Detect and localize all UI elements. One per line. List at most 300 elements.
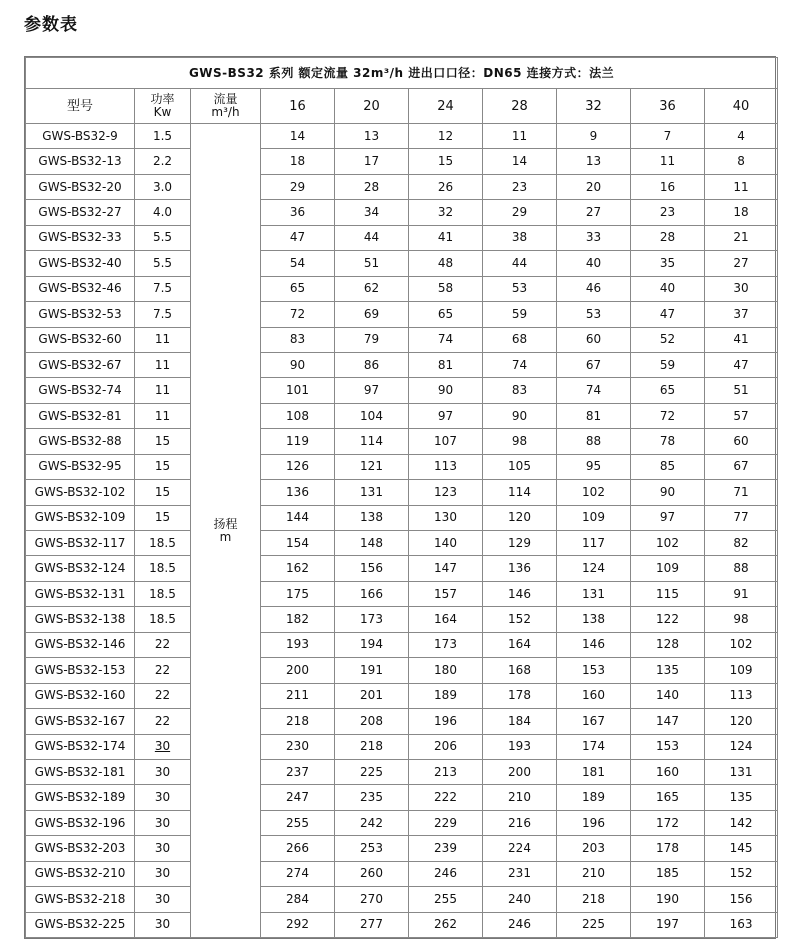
head-value-cell: 67 [557, 352, 631, 377]
head-value-cell: 135 [631, 658, 705, 683]
head-value-cell: 196 [409, 709, 483, 734]
head-value-cell: 266 [261, 836, 335, 861]
header-flow-value: 40 [705, 89, 778, 124]
head-value-cell: 44 [483, 251, 557, 276]
table-row [26, 302, 778, 327]
head-value-cell: 154 [261, 531, 335, 556]
head-value-cell: 51 [335, 251, 409, 276]
head-value-cell: 59 [483, 302, 557, 327]
head-value-cell: 13 [557, 149, 631, 174]
table-row [26, 403, 778, 428]
head-value-cell: 41 [409, 225, 483, 250]
model-cell: GWS-BS32-153 [26, 658, 135, 683]
head-value-cell: 98 [483, 429, 557, 454]
head-value-cell: 247 [261, 785, 335, 810]
model-cell: GWS-BS32-174 [26, 734, 135, 759]
table-row [26, 251, 778, 276]
head-value-cell: 146 [557, 632, 631, 657]
power-value: 30 [154, 866, 171, 881]
head-value-cell: 109 [705, 658, 778, 683]
head-value-cell: 120 [483, 505, 557, 530]
header-flow-value: 32 [557, 89, 631, 124]
head-value-cell: 129 [483, 531, 557, 556]
head-value-cell: 210 [483, 785, 557, 810]
head-value-cell: 146 [483, 581, 557, 606]
head-value-cell: 29 [483, 200, 557, 225]
power-value: 18.5 [149, 612, 176, 627]
table-row [26, 607, 778, 632]
head-value-cell: 153 [631, 734, 705, 759]
head-value-cell: 23 [631, 200, 705, 225]
head-value-cell: 200 [261, 658, 335, 683]
head-value-cell: 85 [631, 454, 705, 479]
head-value-cell: 59 [631, 352, 705, 377]
header-flow-unit: m³/h [211, 105, 240, 119]
power-cell [135, 225, 191, 250]
head-value-cell: 284 [261, 887, 335, 912]
head-value-cell: 239 [409, 836, 483, 861]
head-value-cell: 108 [261, 403, 335, 428]
table-row [26, 531, 778, 556]
head-value-cell: 83 [483, 378, 557, 403]
table-row [26, 378, 778, 403]
head-value-cell: 11 [631, 149, 705, 174]
head-value-cell: 18 [261, 149, 335, 174]
head-value-cell: 65 [631, 378, 705, 403]
head-value-cell: 162 [261, 556, 335, 581]
head-value-cell: 36 [261, 200, 335, 225]
model-cell: GWS-BS32-210 [26, 861, 135, 886]
head-value-cell: 152 [705, 861, 778, 886]
head-value-cell: 130 [409, 505, 483, 530]
head-value-cell: 189 [557, 785, 631, 810]
head-value-cell: 69 [335, 302, 409, 327]
head-value-cell: 114 [483, 480, 557, 505]
head-value-cell: 196 [557, 810, 631, 835]
head-value-cell: 160 [557, 683, 631, 708]
head-value-cell: 109 [631, 556, 705, 581]
head-value-cell: 147 [631, 709, 705, 734]
head-value-cell: 210 [557, 861, 631, 886]
head-value-cell: 28 [335, 174, 409, 199]
model-cell: GWS-BS32-67 [26, 352, 135, 377]
table-row [26, 709, 778, 734]
power-value: 7.5 [152, 306, 173, 321]
head-value-cell: 78 [631, 429, 705, 454]
power-value: 18.5 [149, 586, 176, 601]
head-value-cell: 121 [335, 454, 409, 479]
head-value-cell: 119 [261, 429, 335, 454]
head-value-cell: 13 [335, 124, 409, 149]
power-cell [135, 124, 191, 149]
head-value-cell: 26 [409, 174, 483, 199]
head-value-cell: 208 [335, 709, 409, 734]
power-cell [135, 658, 191, 683]
head-value-cell: 126 [261, 454, 335, 479]
head-value-cell: 167 [557, 709, 631, 734]
head-value-cell: 211 [261, 683, 335, 708]
head-value-cell: 142 [705, 810, 778, 835]
model-cell: GWS-BS32-117 [26, 531, 135, 556]
head-value-cell: 178 [631, 836, 705, 861]
head-value-cell: 71 [705, 480, 778, 505]
model-cell: GWS-BS32-138 [26, 607, 135, 632]
head-value-cell: 235 [335, 785, 409, 810]
head-value-cell: 152 [483, 607, 557, 632]
power-cell [135, 531, 191, 556]
head-value-cell: 180 [409, 658, 483, 683]
head-value-cell: 90 [483, 403, 557, 428]
header-power-label: 功率 [150, 92, 175, 106]
head-value-cell: 113 [705, 683, 778, 708]
head-value-cell: 145 [705, 836, 778, 861]
head-value-cell: 163 [705, 912, 778, 937]
head-value-cell: 225 [335, 759, 409, 784]
head-value-cell: 60 [557, 327, 631, 352]
head-value-cell: 53 [483, 276, 557, 301]
head-value-cell: 200 [483, 759, 557, 784]
power-value: 4.0 [152, 205, 173, 220]
head-value-cell: 8 [705, 149, 778, 174]
model-cell: GWS-BS32-74 [26, 378, 135, 403]
head-value-cell: 48 [409, 251, 483, 276]
power-value: 30 [154, 891, 171, 906]
power-cell [135, 302, 191, 327]
head-value-cell: 52 [631, 327, 705, 352]
head-value-cell: 193 [483, 734, 557, 759]
head-value-cell: 253 [335, 836, 409, 861]
head-value-cell: 38 [483, 225, 557, 250]
power-cell [135, 785, 191, 810]
head-value-cell: 185 [631, 861, 705, 886]
head-value-cell: 144 [261, 505, 335, 530]
table-row [26, 556, 778, 581]
table-row [26, 174, 778, 199]
power-value: 15 [154, 510, 171, 525]
head-value-cell: 88 [705, 556, 778, 581]
header-flow-value: 28 [483, 89, 557, 124]
head-value-cell: 77 [705, 505, 778, 530]
model-cell: GWS-BS32-27 [26, 200, 135, 225]
power-cell [135, 759, 191, 784]
head-value-cell: 33 [557, 225, 631, 250]
head-value-cell: 58 [409, 276, 483, 301]
head-value-cell: 7 [631, 124, 705, 149]
head-value-cell: 30 [705, 276, 778, 301]
head-value-cell: 67 [705, 454, 778, 479]
head-value-cell: 44 [335, 225, 409, 250]
power-cell [135, 251, 191, 276]
table-row [26, 658, 778, 683]
power-value: 15 [154, 433, 171, 448]
head-value-cell: 74 [483, 352, 557, 377]
head-value-cell: 124 [557, 556, 631, 581]
power-value: 11 [154, 383, 171, 398]
head-value-cell: 178 [483, 683, 557, 708]
head-value-cell: 35 [631, 251, 705, 276]
head-value-cell: 90 [409, 378, 483, 403]
head-value-cell: 98 [705, 607, 778, 632]
head-value-cell: 131 [705, 759, 778, 784]
head-value-cell: 113 [409, 454, 483, 479]
power-cell [135, 607, 191, 632]
head-value-cell: 173 [335, 607, 409, 632]
head-value-cell: 240 [483, 887, 557, 912]
head-value-cell: 60 [705, 429, 778, 454]
power-cell [135, 912, 191, 937]
table-row [26, 912, 778, 937]
head-value-cell: 57 [705, 403, 778, 428]
head-value-cell: 74 [557, 378, 631, 403]
head-value-cell: 15 [409, 149, 483, 174]
head-value-cell: 40 [631, 276, 705, 301]
head-value-cell: 82 [705, 531, 778, 556]
power-cell [135, 505, 191, 530]
table-row [26, 734, 778, 759]
head-value-cell: 292 [261, 912, 335, 937]
power-value: 11 [154, 408, 171, 423]
head-value-cell: 97 [631, 505, 705, 530]
head-value-cell: 229 [409, 810, 483, 835]
power-value: 30 [154, 739, 171, 754]
head-value-cell: 197 [631, 912, 705, 937]
head-value-cell: 138 [557, 607, 631, 632]
page-title: 参数表 [24, 15, 78, 35]
head-value-cell: 120 [705, 709, 778, 734]
head-value-cell: 114 [335, 429, 409, 454]
model-cell: GWS-BS32-189 [26, 785, 135, 810]
head-value-cell: 122 [631, 607, 705, 632]
power-value: 18.5 [149, 535, 176, 550]
header-power [135, 89, 191, 124]
table-header-row [26, 89, 778, 124]
head-value-cell: 102 [705, 632, 778, 657]
power-cell [135, 581, 191, 606]
power-cell [135, 429, 191, 454]
head-value-cell: 191 [335, 658, 409, 683]
table-row [26, 454, 778, 479]
model-cell: GWS-BS32-124 [26, 556, 135, 581]
table-row [26, 861, 778, 886]
head-value-cell: 225 [557, 912, 631, 937]
head-value-cell: 203 [557, 836, 631, 861]
power-cell [135, 480, 191, 505]
power-cell [135, 327, 191, 352]
power-value: 5.5 [152, 255, 173, 270]
power-cell [135, 861, 191, 886]
model-cell: GWS-BS32-196 [26, 810, 135, 835]
lift-label-cell [191, 124, 261, 938]
head-value-cell: 79 [335, 327, 409, 352]
head-value-cell: 147 [409, 556, 483, 581]
head-value-cell: 193 [261, 632, 335, 657]
table-row [26, 480, 778, 505]
head-value-cell: 124 [705, 734, 778, 759]
header-flow [191, 89, 261, 124]
table-row [26, 352, 778, 377]
header-power-unit: Kw [153, 105, 172, 119]
header-flow-label: 流量 [213, 92, 238, 106]
head-value-cell: 41 [705, 327, 778, 352]
head-value-cell: 156 [335, 556, 409, 581]
table-row [26, 200, 778, 225]
head-value-cell: 21 [705, 225, 778, 250]
head-value-cell: 172 [631, 810, 705, 835]
header-flow-value: 36 [631, 89, 705, 124]
table-row [26, 785, 778, 810]
head-value-cell: 136 [483, 556, 557, 581]
head-value-cell: 190 [631, 887, 705, 912]
head-value-cell: 20 [557, 174, 631, 199]
model-cell: GWS-BS32-13 [26, 149, 135, 174]
head-value-cell: 97 [335, 378, 409, 403]
table-row [26, 327, 778, 352]
power-value: 30 [154, 815, 171, 830]
head-value-cell: 156 [705, 887, 778, 912]
lift-label: 扬程 [213, 516, 238, 531]
table-row [26, 225, 778, 250]
head-value-cell: 18 [705, 200, 778, 225]
model-cell: GWS-BS32-20 [26, 174, 135, 199]
head-value-cell: 11 [483, 124, 557, 149]
head-value-cell: 14 [483, 149, 557, 174]
power-cell [135, 200, 191, 225]
head-value-cell: 81 [409, 352, 483, 377]
head-value-cell: 148 [335, 531, 409, 556]
power-value: 22 [154, 688, 171, 703]
head-value-cell: 131 [335, 480, 409, 505]
table-row [26, 149, 778, 174]
head-value-cell: 51 [705, 378, 778, 403]
model-cell: GWS-BS32-146 [26, 632, 135, 657]
table-row [26, 124, 778, 149]
model-cell: GWS-BS32-167 [26, 709, 135, 734]
table-row [26, 632, 778, 657]
head-value-cell: 90 [261, 352, 335, 377]
head-value-cell: 109 [557, 505, 631, 530]
head-value-cell: 62 [335, 276, 409, 301]
head-value-cell: 4 [705, 124, 778, 149]
power-cell [135, 810, 191, 835]
power-value: 11 [154, 357, 171, 372]
head-value-cell: 138 [335, 505, 409, 530]
head-value-cell: 168 [483, 658, 557, 683]
model-cell: GWS-BS32-33 [26, 225, 135, 250]
table-row [26, 810, 778, 835]
head-value-cell: 224 [483, 836, 557, 861]
head-value-cell: 164 [409, 607, 483, 632]
power-cell [135, 556, 191, 581]
power-cell [135, 836, 191, 861]
head-value-cell: 23 [483, 174, 557, 199]
power-value: 1.5 [152, 128, 173, 143]
table-caption: GWS-BS32 系列 额定流量 32m³/h 进出口口径：DN65 连接方式：法兰 [26, 58, 778, 89]
head-value-cell: 231 [483, 861, 557, 886]
head-value-cell: 135 [705, 785, 778, 810]
model-cell: GWS-BS32-102 [26, 480, 135, 505]
model-cell: GWS-BS32-40 [26, 251, 135, 276]
head-value-cell: 47 [631, 302, 705, 327]
power-value: 22 [154, 662, 171, 677]
model-cell: GWS-BS32-9 [26, 124, 135, 149]
power-cell [135, 378, 191, 403]
table-row [26, 581, 778, 606]
power-cell [135, 276, 191, 301]
lift-unit: m [219, 529, 232, 544]
head-value-cell: 12 [409, 124, 483, 149]
table-row [26, 276, 778, 301]
power-value: 30 [154, 917, 171, 932]
head-value-cell: 174 [557, 734, 631, 759]
head-value-cell: 189 [409, 683, 483, 708]
model-cell: GWS-BS32-53 [26, 302, 135, 327]
head-value-cell: 16 [631, 174, 705, 199]
power-value: 2.2 [152, 154, 173, 169]
head-value-cell: 83 [261, 327, 335, 352]
head-value-cell: 218 [261, 709, 335, 734]
head-value-cell: 47 [705, 352, 778, 377]
head-value-cell: 102 [631, 531, 705, 556]
head-value-cell: 153 [557, 658, 631, 683]
power-cell [135, 887, 191, 912]
power-value: 11 [154, 332, 171, 347]
power-value: 22 [154, 637, 171, 652]
head-value-cell: 173 [409, 632, 483, 657]
power-value: 30 [154, 790, 171, 805]
power-cell [135, 709, 191, 734]
head-value-cell: 81 [557, 403, 631, 428]
head-value-cell: 262 [409, 912, 483, 937]
head-value-cell: 277 [335, 912, 409, 937]
table-row [26, 683, 778, 708]
head-value-cell: 54 [261, 251, 335, 276]
head-value-cell: 72 [631, 403, 705, 428]
table-row [26, 505, 778, 530]
head-value-cell: 166 [335, 581, 409, 606]
head-value-cell: 218 [335, 734, 409, 759]
power-cell [135, 352, 191, 377]
head-value-cell: 201 [335, 683, 409, 708]
head-value-cell: 242 [335, 810, 409, 835]
table-row [26, 759, 778, 784]
head-value-cell: 101 [261, 378, 335, 403]
head-value-cell: 274 [261, 861, 335, 886]
head-value-cell: 91 [705, 581, 778, 606]
head-value-cell: 65 [261, 276, 335, 301]
head-value-cell: 37 [705, 302, 778, 327]
model-cell: GWS-BS32-203 [26, 836, 135, 861]
power-cell [135, 174, 191, 199]
head-value-cell: 140 [631, 683, 705, 708]
head-value-cell: 11 [705, 174, 778, 199]
head-value-cell: 28 [631, 225, 705, 250]
spec-table-container [24, 56, 776, 939]
head-value-cell: 218 [557, 887, 631, 912]
head-value-cell: 270 [335, 887, 409, 912]
head-value-cell: 194 [335, 632, 409, 657]
header-flow-value: 16 [261, 89, 335, 124]
power-cell [135, 683, 191, 708]
head-value-cell: 32 [409, 200, 483, 225]
power-cell [135, 149, 191, 174]
head-value-cell: 175 [261, 581, 335, 606]
model-cell: GWS-BS32-225 [26, 912, 135, 937]
model-cell: GWS-BS32-181 [26, 759, 135, 784]
head-value-cell: 182 [261, 607, 335, 632]
head-value-cell: 237 [261, 759, 335, 784]
head-value-cell: 14 [261, 124, 335, 149]
table-body [26, 124, 778, 938]
